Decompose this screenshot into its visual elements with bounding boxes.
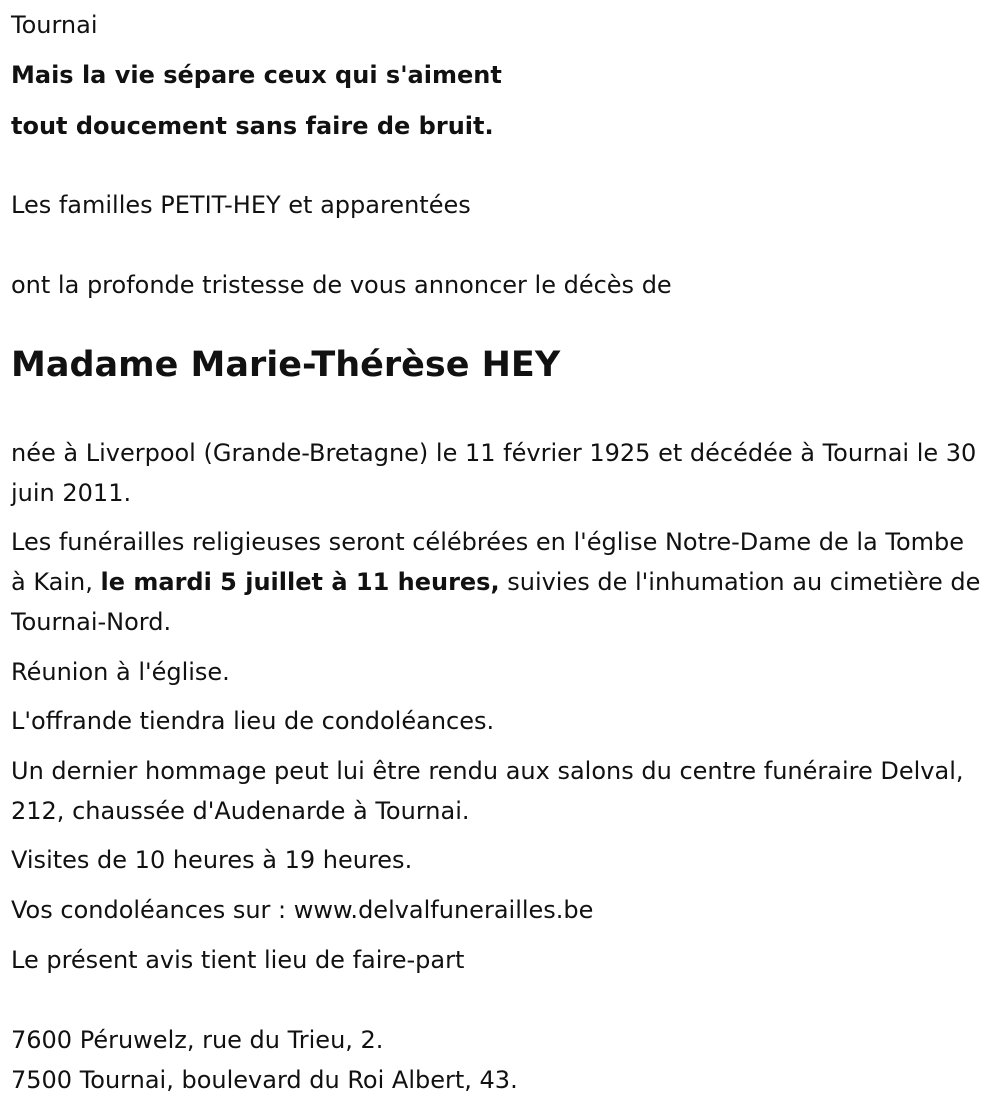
condolences-text: Vos condoléances sur : www.delvalfunerailles.be <box>11 896 594 924</box>
announcement-line: ont la profonde tristesse de vous annoncer le décès de <box>11 271 672 299</box>
tribute-text: Un dernier hommage peut lui être rendu aux salons du centre funéraire Delval, 212, chaussée d'Audenarde à Tournai. <box>11 757 964 825</box>
offering-text: L'offrande tiendra lieu de condoléances. <box>11 707 495 735</box>
funeral-date: le mardi 5 juillet à 11 heures, <box>100 568 500 596</box>
funeral-text-end: suivies de l'inhumation au cimetière de Tournai-Nord. <box>11 568 981 636</box>
address-line-2: 7500 Tournai, boulevard du Roi Albert, 43. <box>11 1066 518 1094</box>
verse-line-1: Mais la vie sépare ceux qui s'aiment <box>11 61 502 89</box>
families-line: Les familles PETIT-HEY et apparentées <box>11 191 471 219</box>
notice-text: Le présent avis tient lieu de faire-part <box>11 946 465 974</box>
deceased-name: Madame Marie-Thérèse HEY <box>11 345 561 385</box>
address-line-1: 7600 Péruwelz, rue du Trieu, 2. <box>11 1026 384 1054</box>
verse-line-2: tout doucement sans faire de bruit. <box>11 112 494 140</box>
city-heading: Tournai <box>11 11 98 39</box>
meeting-text: Réunion à l'église. <box>11 658 230 686</box>
funeral-text <box>11 522 986 642</box>
visits-text: Visites de 10 heures à 19 heures. <box>11 846 413 874</box>
funeral-text-start: Les funérailles religieuses seront célébrées en l'église Notre-Dame de la Tombe à Kain, <box>11 528 965 596</box>
birth-death-text: née à Liverpool (Grande-Bretagne) le 11 février 1925 et décédée à Tournai le 30 juin 2011. <box>11 439 977 507</box>
